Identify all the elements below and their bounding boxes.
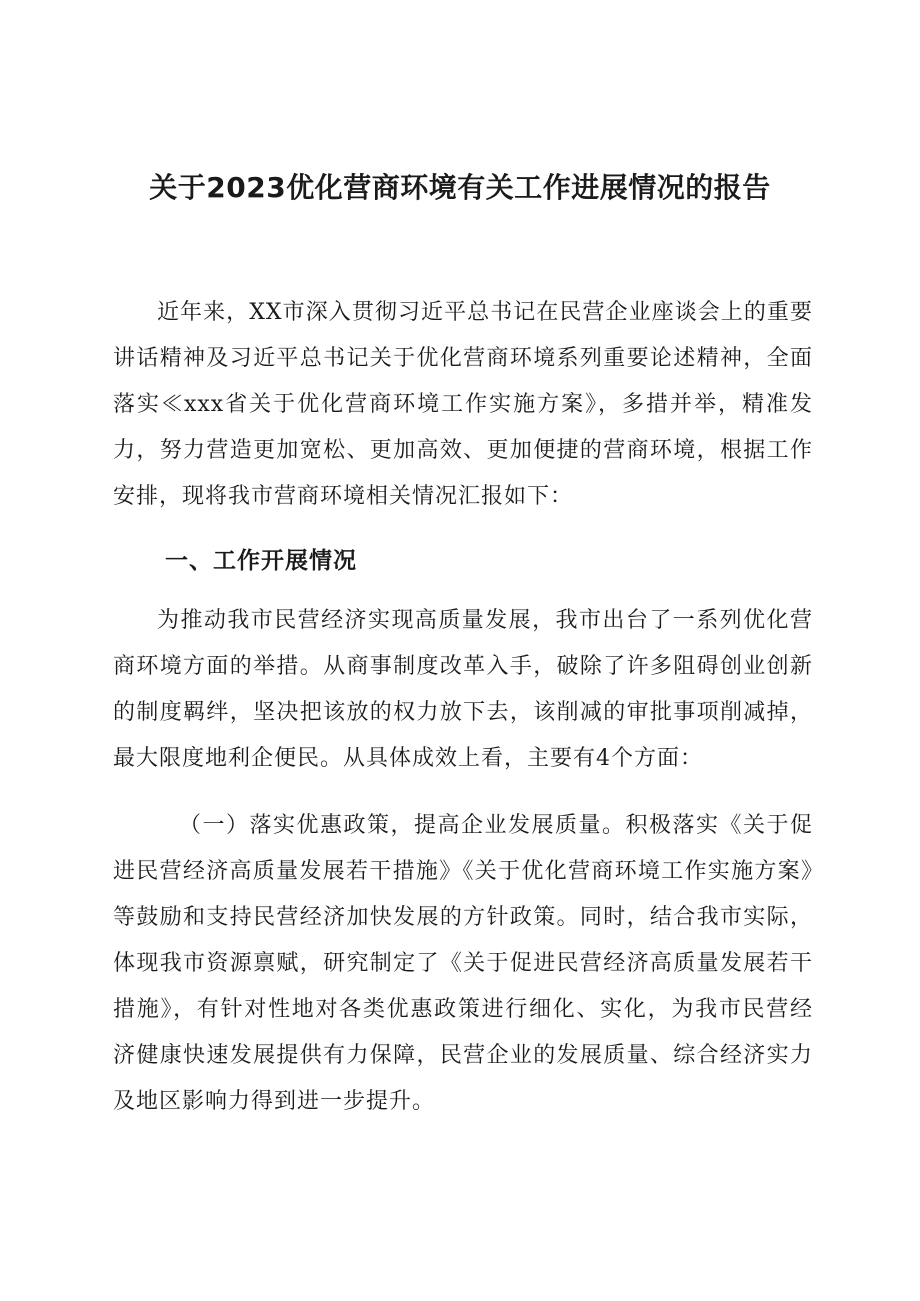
section-body-paragraph: 为推动我市民营经济实现高质量发展，我市出台了一系列优化营商环境方面的举措。从商事制度改革入手，破除了许多阻碍创业创新的制度羁绊，坚决把该放的权力放下去，该削减的审批事项削减掉，最大限度地利企便民。从具体成效上看，主要有4个方面：: [113, 608, 813, 771]
intro-paragraph: 近年来，XX市深入贯彻习近平总书记在民营企业座谈会上的重要讲话精神及习近平总书记关于优化营商环境系列重要论述精神，全面落实≪xxx省关于优化营商环境工作实施方案》，多措并举，精准发力，努力营造更加宽松、更加高效、更加便捷的营商环境，根据工作安排，现将我市营商环境相关情况汇报如下：: [113, 300, 813, 509]
subsection-paragraph: （一）落实优惠政策，提高企业发展质量。积极落实《关于促进民营经济高质量发展若干措施》《关于优化营商环境工作实施方案》等鼓励和支持民营经济加快发展的方针政策。同时，结合我市实际，体现我市资源禀赋，研究制定了《关于促进民营经济高质量发展若干措施》，有针对性地对各类优惠政策进行细化、实化，为我市民营经济健康快速发展提供有力保障，民营企业的发展质量、综合经济实力及地区影响力得到进一步提升。: [113, 813, 813, 1114]
section-heading: 一、工作开展情况: [165, 548, 357, 574]
document-title: 关于2023优化营商环境有关工作进展情况的报告: [149, 171, 771, 204]
